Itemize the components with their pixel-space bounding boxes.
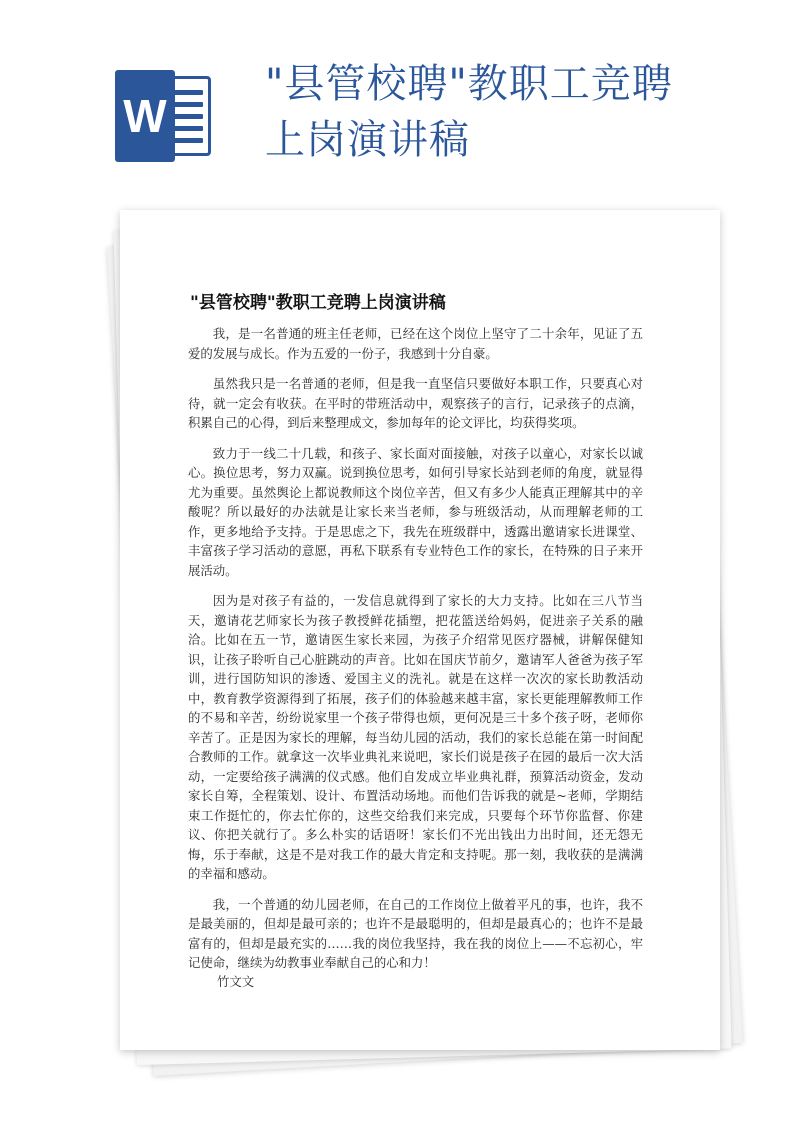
page-header [0,0,800,200]
document-page [120,210,720,1050]
word-icon-letter: W [115,70,175,162]
paragraph-2: 虽然我只是一名普通的老师，但是我一直坚信只要做好本职工作，只要真心对待，就一定会有收获。在平时的带班活动中，观察孩子的言行，记录孩子的点滴，积累自己的心得，到后来整理成文，参加每年的论文评比，均获得奖项。 [188,376,643,430]
paragraph-5: 我，一个普通的幼儿园老师，在自己的工作岗位上做着平凡的事，也许，我不是最美丽的，但却是最可亲的；也许不是最聪明的，但却是最真心的；也许不是最富有的，但却是最充实的……我的岗位我坚持，我在我的岗位上——不忘初心，牢记使命，继续为幼教事业奉献自己的心和力！ [188,896,643,970]
paragraph-4: 因为是对孩子有益的，一发信息就得到了家长的大力支持。比如在三八节当天，邀请花艺师家长为孩子教授鲜花插塑，把花篮送给妈妈，促进亲子关系的融洽。比如在五一节，邀请医生家长来园，为孩子介绍常见医疗器械，讲解保健知识，让孩子聆听自己心脏跳动的声音。比如在国庆节前夕，邀请军人爸爸为孩子军训，进行国防知识的渗透、爱国主义的洗礼。就是在这样一次次的家长助教活动中，教育教学资源得到了拓展，孩子们的体验越来越丰富，家长更能理解教师工作的不易和辛苦，纷纷说家里一个孩子带得也烦，更何况是三十多个孩子呀，老师你辛苦了。正是因为家长的理解，每当幼儿园的活动，我们的家长总能在第一时间配合教师的工作。就拿这一次毕业典礼来说吧，家长们说是孩子在园的最后一次大活动，一定要给孩子满满的仪式感。他们自发成立毕业典礼群，预算活动资金，发动家长自筹，全程策划、设计、布置活动场地。而他们告诉我的就是~老师，学期结束工作挺忙的，你去忙你的，这些交给我们来完成，只要每个环节你监督、你建议、你把关就行了。多么朴实的话语呀！家长们不光出钱出力出时间，还无怨无悔，乐于奉献，这是不是对我工作的最大肯定和支持呢。那一刻，我收获的是满满的幸福和感动。 [188,593,643,881]
document-body [188,324,643,984]
signature: 竹文文 [217,974,255,989]
word-document-icon [115,70,215,160]
header-title: "县管校聘"教职工竞聘上岗演讲稿 [265,61,673,163]
document-title: "县管校聘"教职工竞聘上岗演讲稿 [190,293,446,313]
paragraph-1: 我，是一名普通的班主任老师，已经在这个岗位上坚守了二十余年，见证了五爱的发展与成长。作为五爱的一份子，我感到十分自豪。 [188,326,643,361]
paragraph-3: 致力于一线二十几载，和孩子、家长面对面接触，对孩子以童心，对家长以诚心。换位思考，努力双赢。说到换位思考，如何引导家长站到老师的角度，就显得尤为重要。虽然舆论上都说教师这个岗位辛苦，但又有多少人能真正理解其中的辛酸呢？所以最好的办法就是让家长来当老师，参与班级活动，从而理解老师的工作，更多地给予支持。于是思虑之下，我先在班级群中，透露出邀请家长进课堂、丰富孩子学习活动的意愿，再私下联系有专业特色工作的家长，在特殊的日子来开展活动。 [188,445,643,578]
